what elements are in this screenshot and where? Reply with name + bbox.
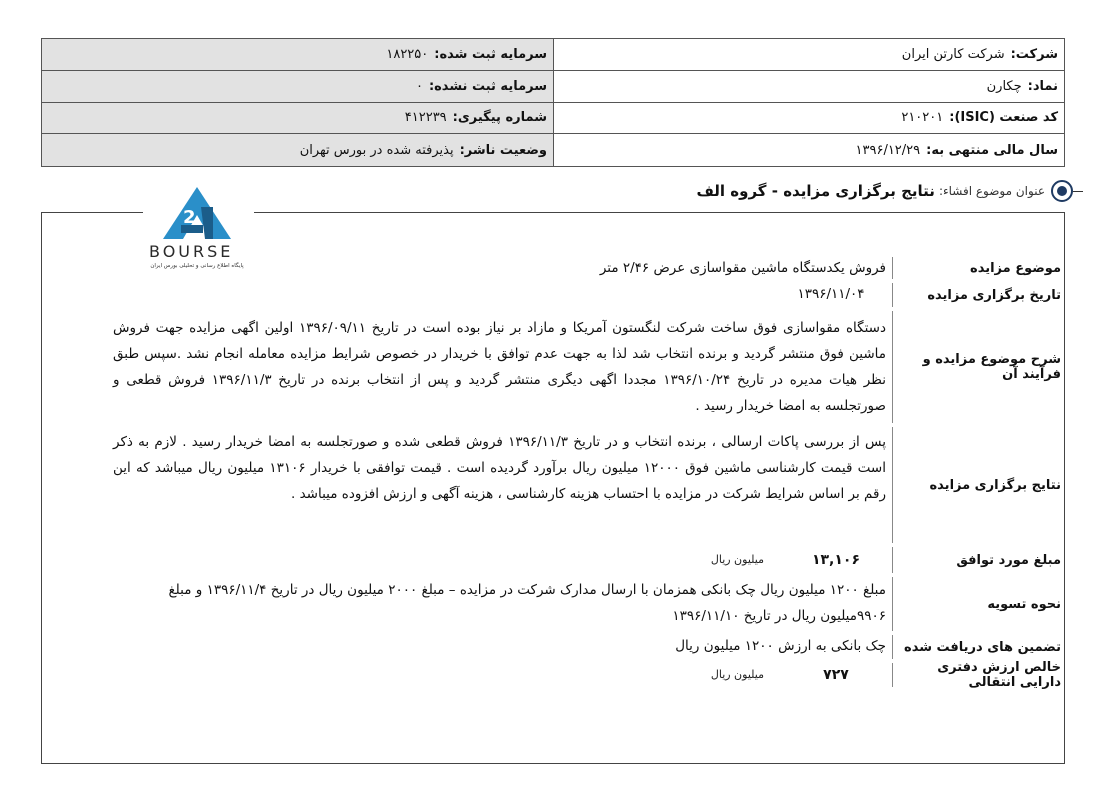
detail-row-results [113, 425, 1063, 545]
section-title-text: نتایج برگزاری مزایده - گروه الف [696, 182, 935, 200]
row-divider [892, 311, 893, 423]
guarantees-value: چک بانکی به ارزش ۱۲۰۰ میلیون ریال [675, 638, 886, 654]
company-label: شرکت: [1010, 46, 1058, 62]
section-title [696, 178, 1073, 204]
isic-value: ۲۱۰۲۰۱ [901, 110, 944, 126]
detail-row-subject [113, 255, 1063, 281]
fiscal-year-label: سال مالی منتهی به: [926, 142, 1058, 158]
symbol-value: چکارن [986, 78, 1022, 94]
book-value-value: ۷۲۷ [823, 667, 849, 683]
book-value-wrap [113, 661, 892, 689]
date-value: ۱۳۹۶/۱۱/۰۴ [797, 286, 865, 302]
guarantees-label: تضمین های دریافت شده [904, 639, 1061, 655]
detail-row-agreed-amount [113, 545, 1063, 575]
fiscal-year-value: ۱۳۹۶/۱۲/۲۹ [855, 142, 921, 158]
logo-subtitle: پایگاه اطلاع رسانی و تحلیلی بورس ایران [150, 263, 244, 269]
publisher-status-label: وضعیت ناشر: [459, 142, 547, 158]
company-info-table [41, 38, 1065, 167]
unregistered-capital-label: سرمایه ثبت نشده: [428, 78, 547, 94]
book-value-label: خالص ارزش دفتری دارایی انتقالی [937, 660, 1061, 690]
row-divider [892, 427, 893, 543]
tracking-value: ۴۱۲۲۳۹ [404, 110, 447, 126]
isic-label: کد صنعت (ISIC): [949, 110, 1058, 126]
logo-wordmark: BOURSE [149, 242, 234, 261]
results-label: نتایج برگزاری مزایده [929, 477, 1061, 493]
agreed-amount-unit: میلیون ریال [710, 553, 764, 566]
detail-row-book-value [113, 661, 1063, 689]
symbol-label: نماد: [1027, 78, 1058, 94]
symbol-cell [553, 71, 1064, 103]
row-divider [892, 577, 893, 631]
settlement-value: مبلغ ۱۲۰۰ میلیون ریال چک بانکی همزمان با ارسال مدارک شرکت در مزایده – مبلغ ۲۰۰۰ میلیون ریال در تاریخ ۱۳۹۶/۱۱/۴ و مبلغ ۹۹۰۶میلیون ریال در تاریخ ۱۳۹۶/۱۱/۱۰ [168, 582, 886, 624]
book-value-unit: میلیون ریال [710, 668, 764, 681]
description-label: شرح موضوع مزایده و فرآیند آن [922, 352, 1061, 382]
tracking-label: شماره پیگیری: [452, 110, 547, 126]
date-value-wrap [113, 281, 892, 309]
section-title-prefix: عنوان موضوع افشاء: [938, 184, 1045, 198]
detail-row-settlement [113, 575, 1063, 633]
row-divider [892, 257, 893, 279]
registered-capital-value: ۱۸۲۲۵۰ [386, 46, 429, 62]
detail-row-date [113, 281, 1063, 309]
agreed-amount-label: مبلغ مورد توافق [956, 552, 1061, 568]
results-value: پس از بررسی پاکات ارسالی ، برنده انتخاب و در تاریخ ۱۳۹۶/۱۱/۳ فروش قطعی شده و صورتجلسه به امضا خریدار رسید . لازم به ذکر است قیمت کارشناسی ماشین فوق ۱۲۰۰۰ میلیون ریال برآورد گردیده است . قیمت توافقی با خریدار ۱۳۱۰۶ میلیون ریال میباشد که این رقم بر اساس شرایط شرکت در مزایده با احتساب هزینه کارشناسی ، هزینه آگهی و ارزش افزوده میباشد . [113, 434, 886, 502]
frame-top-border [254, 212, 1064, 213]
fiscal-year-cell [553, 134, 1064, 166]
settlement-label: نحوه تسویه [987, 596, 1061, 612]
company-value: شرکت کارتن ایران [901, 46, 1005, 62]
agreed-amount-value: ۱۳,۱۰۶ [811, 552, 861, 568]
detail-row-description [113, 309, 1063, 425]
date-label: تاریخ برگزاری مزایده [927, 287, 1061, 303]
description-value: دستگاه مقواسازی فوق ساخت شرکت لنگستون آمریکا و مازاد بر نیاز بوده است در تاریخ ۱۳۹۶/۰۹/۱۱ اولین اگهی مزایده جهت فروش ماشین فوق منتشر گردید و برنده انتخاب شد لذا به جهت عدم توافق با خریدار در خصوص شرایط مزایده معامله انجام نشد .سپس طبق نظر هیات مدیره در تاریخ ۱۳۹۶/۱۰/۲۴ مجددا اگهی دیگری منتشر گردید و پس از انتخاب برنده در تاریخ ۱۳۹۶/۱۱/۳ فروش قطعی و صورتجلسه به امضا خریدار رسید . [113, 320, 886, 414]
registered-capital-label: سرمایه ثبت شده: [434, 46, 547, 62]
detail-row-guarantees [113, 633, 1063, 661]
isic-cell [553, 103, 1064, 135]
publisher-status-cell [42, 134, 553, 166]
agreed-amount-wrap [113, 545, 892, 575]
company-cell [553, 39, 1064, 71]
row-divider [892, 663, 893, 687]
row-divider [892, 635, 893, 659]
frame-top-border-left [42, 212, 145, 213]
svg-text:2: 2 [183, 207, 196, 228]
publisher-status-value: پذیرفته شده در بورس تهران [299, 142, 454, 158]
registered-capital-cell [42, 39, 553, 71]
subject-value: فروش یکدستگاه ماشین مقواسازی عرض ۲/۴۶ متر [599, 260, 886, 276]
unregistered-capital-value: ۰ [415, 78, 423, 94]
bourse24-logo-icon [143, 185, 251, 243]
row-divider [892, 547, 893, 573]
subject-label: موضوع مزایده [970, 260, 1061, 276]
section-bullet-icon [1051, 180, 1073, 202]
tracking-cell [42, 103, 553, 135]
row-divider [892, 283, 893, 307]
auction-details [113, 255, 1063, 689]
unregistered-capital-cell [42, 71, 553, 103]
